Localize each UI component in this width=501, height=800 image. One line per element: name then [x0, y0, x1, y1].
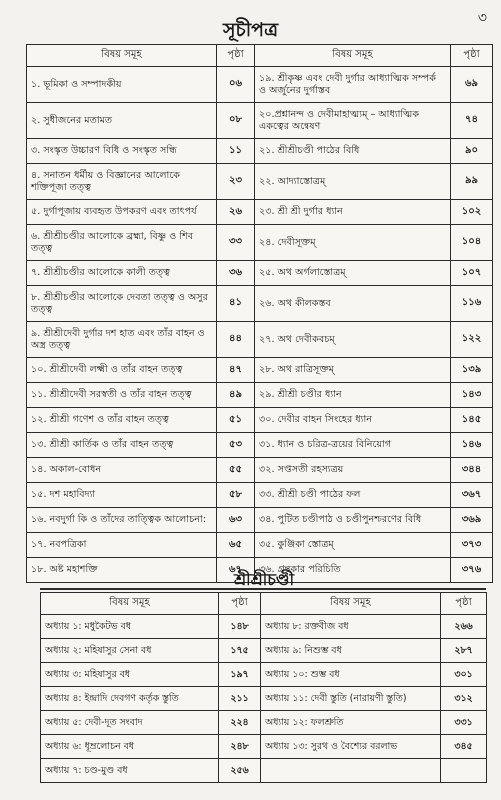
topic-cell: ৩৬. গ্রন্থকার পরিচিতি: [255, 558, 451, 583]
page-cell: ৫৮: [217, 483, 255, 508]
page-cell: ২৮৭: [441, 639, 487, 663]
table-row: [41, 663, 487, 687]
page-cell: ৫৩: [217, 433, 255, 458]
topic-cell: ২৩. শ্রী শ্রী দুর্গার ধ্যান: [255, 200, 451, 225]
column-header-page: পৃষ্ঠা: [441, 593, 487, 615]
topic-cell: অধ্যায় ৪: ইন্দ্রাদি দেবগণ কর্তৃক স্তুতি: [41, 687, 219, 711]
page-cell: ৬৭: [217, 558, 255, 583]
table-row: [41, 759, 487, 783]
topic-cell: ২৯. শ্রীশ্রী চণ্ডীর ধ্যান: [255, 383, 451, 408]
page-cell: ১৪৩: [451, 383, 493, 408]
page-cell: ১১: [217, 139, 255, 164]
page-cell: ১২২: [451, 322, 493, 358]
column-header-page: পৃষ্ঠা: [219, 593, 261, 615]
chandi-section-title: শ্রীশ্রীচণ্ডী: [233, 570, 295, 589]
topic-cell: অধ্যায় ১২: ফলশ্রুতি: [261, 711, 441, 735]
topic-cell: ৭. শ্রীশ্রীচণ্ডীর আলোকে কালী তত্ত্ব: [27, 261, 217, 286]
table-row: [41, 615, 487, 639]
column-header-topics: বিষয় সমূহ: [41, 593, 219, 615]
topic-cell: অধ্যায় ৬: ধূম্রলোচন বধ: [41, 735, 219, 759]
page-cell: ১৪৮: [219, 615, 261, 639]
topic-cell: ৬. শ্রীশ্রীচণ্ডীর আলোকে ব্রহ্মা, বিষ্ণু ও শিব তত্ত্ব: [27, 225, 217, 261]
topic-cell: অধ্যায় ৫: দেবী-দূত সংবাদ: [41, 711, 219, 735]
table-header-row: [41, 593, 487, 615]
column-header-page: পৃষ্ঠা: [451, 45, 493, 67]
page-number: ৩: [477, 10, 487, 26]
topic-cell: অধ্যায় ১০: শুম্ভ বধ: [261, 663, 441, 687]
table-row: [27, 286, 493, 322]
page-cell: ১৩৯: [451, 358, 493, 383]
page-cell: ৭৪: [451, 103, 493, 139]
topic-cell: ২১. শ্রীশ্রীচণ্ডী পাঠের বিধি: [255, 139, 451, 164]
topic-cell: ২. সুধীজনের মতামত: [27, 103, 217, 139]
topic-cell: অধ্যায় ৯: নিশুম্ভ বধ: [261, 639, 441, 663]
column-header-page: পৃষ্ঠা: [217, 45, 255, 67]
table-row: [27, 322, 493, 358]
page-cell: ২৬৬: [441, 615, 487, 639]
contents-title: সূচীপত্র: [222, 19, 279, 41]
page-cell: ৪৪: [217, 322, 255, 358]
topic-cell: ২৫. অথ অর্গলাস্তোত্রম্: [255, 261, 451, 286]
topic-cell: ১৬. নবদুর্গা কি ও তাঁদের তাত্ত্বিক আলোচনা:: [27, 508, 217, 533]
table-row: [27, 67, 493, 103]
page-cell: ২২৪: [219, 711, 261, 735]
table-row: [41, 687, 487, 711]
topic-cell: ২৮. অথ রাত্রিসূক্তম্: [255, 358, 451, 383]
contents-table: [26, 44, 493, 583]
table-row: [27, 225, 493, 261]
topic-cell: ৩৪. পুটিত চণ্ডীপাঠ ও চণ্ডীপুনশ্চরণের বিধি: [255, 508, 451, 533]
table-row: [27, 508, 493, 533]
topic-cell: ১২. শ্রীশ্রী গণেশ ও তাঁর বাহন তত্ত্ব: [27, 408, 217, 433]
table-row: [41, 639, 487, 663]
topic-cell: ১৪. অকাল-বোধন: [27, 458, 217, 483]
page-cell: ৯৯: [451, 164, 493, 200]
topic-cell: অধ্যায় ৮: রক্তবীজ বধ: [261, 615, 441, 639]
column-header-topics: বিষয় সমূহ: [255, 45, 451, 67]
page-cell: ৪১: [217, 286, 255, 322]
column-header-topics: বিষয় সমূহ: [261, 593, 441, 615]
page-cell: ৩৬: [217, 261, 255, 286]
topic-cell: ৩০. দেবীর বাহন সিংহের ধ্যান: [255, 408, 451, 433]
page-cell: ১১৬: [451, 286, 493, 322]
table-row: [27, 358, 493, 383]
page-cell: ১০৪: [451, 225, 493, 261]
topic-cell: ৯. শ্রীশ্রীদেবী দুর্গার দশ হাত এবং তাঁর বাহন ও অস্ত্র তত্ত্ব: [27, 322, 217, 358]
topic-cell: ১৮. অষ্ট মহাশক্তি: [27, 558, 217, 583]
page-cell: ১০৭: [451, 261, 493, 286]
page-cell: ৩৭৩: [451, 533, 493, 558]
topic-cell: ১৯. শ্রীকৃষ্ণ এবং দেবী দুর্গার আধ্যাত্মিক সম্পর্ক ও অর্জুনের দুর্গাস্তব: [255, 67, 451, 103]
page-cell: ৪৭: [217, 358, 255, 383]
topic-cell: অধ্যায় ৭: চণ্ড-মুণ্ড বধ: [41, 759, 219, 783]
page-cell: ৩৬৭: [451, 483, 493, 508]
topic-cell: ২৪. দেবীসূক্তম্: [255, 225, 451, 261]
page-cell: ৩১২: [441, 687, 487, 711]
page-cell: ১৭৫: [219, 639, 261, 663]
page-cell: ০৬: [217, 67, 255, 103]
topic-cell: ১. ভূমিকা ও সম্পাদকীয়: [27, 67, 217, 103]
topic-cell: অধ্যায় ৩: মহিষাসুর বধ: [41, 663, 219, 687]
page-cell: ৩০১: [441, 663, 487, 687]
page-cell: ২৩: [217, 164, 255, 200]
topic-cell: ২২. আদ্যাস্তোত্রম্: [255, 164, 451, 200]
page-cell: ৩৪৫: [441, 735, 487, 759]
table-row: [27, 103, 493, 139]
topic-cell: ৩৫. কুঞ্জিকা স্তোত্রম্: [255, 533, 451, 558]
page-cell: ৬৩: [217, 508, 255, 533]
page-cell: ৫৫: [217, 458, 255, 483]
topic-cell: ২০.প্রশ্নানন্দ ও দেবীমাহাত্ম্যম্ – আধ্যাত্মিক একত্বের অন্বেষণ: [255, 103, 451, 139]
page-cell: ৫১: [217, 408, 255, 433]
table-row: [27, 200, 493, 225]
page-cell: ১০২: [451, 200, 493, 225]
table-row: [27, 139, 493, 164]
page-cell: ১৪৬: [451, 433, 493, 458]
page-cell: ৩৪৪: [451, 458, 493, 483]
topic-cell: ১৫. দশ মহাবিদ্যা: [27, 483, 217, 508]
page-cell: ৩৩১: [441, 711, 487, 735]
page-cell: ৪৯: [217, 383, 255, 408]
topic-cell: ৫. দুর্গাপূজায় ব্যবহৃত উপকরণ এবং তাৎপর্য: [27, 200, 217, 225]
table-row: [27, 483, 493, 508]
section-divider: [40, 588, 486, 590]
page-cell: ১৯৭: [219, 663, 261, 687]
table-row: [27, 383, 493, 408]
topic-cell: ৮. শ্রীশ্রীচণ্ডীর আলোকে দেবতা তত্ত্ব ও অসুর তত্ত্ব: [27, 286, 217, 322]
page-cell: ১৪৫: [451, 408, 493, 433]
page-cell: ৩৬৯: [451, 508, 493, 533]
topic-cell: অধ্যায় ১১: দেবী স্তুতি (নারায়ণী স্তুতি): [261, 687, 441, 711]
topic-cell: ৪. সনাতন ধর্মীয় ও বিজ্ঞানের আলোকে শক্তিপূজা তত্ত্ব: [27, 164, 217, 200]
chandi-chapters-table: [40, 592, 487, 783]
topic-cell: ৩. সংস্কৃত উচ্চারণ বিধি ও সংস্কৃত সন্ধি: [27, 139, 217, 164]
table-row: [27, 433, 493, 458]
table-row: [41, 711, 487, 735]
table-row: [27, 261, 493, 286]
page-cell: ০৮: [217, 103, 255, 139]
topic-cell: [261, 759, 441, 783]
page-cell: ৬৯: [451, 67, 493, 103]
topic-cell: ১৩. শ্রীশ্রী কার্তিক ও তাঁর বাহন তত্ত্ব: [27, 433, 217, 458]
topic-cell: ৩১. ধ্যান ও চরিত্র-ত্রয়ের বিনিয়োগ: [255, 433, 451, 458]
table-row: [27, 458, 493, 483]
topic-cell: অধ্যায় ১: মধুকৈটভ বধ: [41, 615, 219, 639]
topic-cell: অধ্যায় ২: মহিষাসুর সেনা বধ: [41, 639, 219, 663]
topic-cell: ১১. শ্রীশ্রীদেবী সরস্বতী ও তাঁর বাহন তত্ত্ব: [27, 383, 217, 408]
table-header-row: [27, 45, 493, 67]
page-cell: ২৫৬: [219, 759, 261, 783]
page-cell: ২৬: [217, 200, 255, 225]
column-header-topics: বিষয় সমূহ: [27, 45, 217, 67]
table-row: [27, 164, 493, 200]
page-cell: ২১১: [219, 687, 261, 711]
table-row: [41, 735, 487, 759]
page-cell: ৩৭৬: [451, 558, 493, 583]
topic-cell: ৩২. সপ্তসতী রহস্যত্রয়: [255, 458, 451, 483]
page-cell: ২৪৮: [219, 735, 261, 759]
table-row: [27, 408, 493, 433]
topic-cell: ২৭. অথ দেবীকবচম্: [255, 322, 451, 358]
topic-cell: ২৬. অথ কীলকস্তব: [255, 286, 451, 322]
page-cell: ৩৩: [217, 225, 255, 261]
page-cell: [441, 759, 487, 783]
page-cell: ৯০: [451, 139, 493, 164]
topic-cell: ১০. শ্রীশ্রীদেবী লক্ষ্মী ও তাঁর বাহন তত্ত্ব: [27, 358, 217, 383]
topic-cell: ৩৩. শ্রীশ্রী চণ্ডী পাঠের ফল: [255, 483, 451, 508]
table-row: [27, 533, 493, 558]
topic-cell: ১৭. নবপত্রিকা: [27, 533, 217, 558]
page-cell: ৬৫: [217, 533, 255, 558]
topic-cell: অধ্যায় ১৩: সুরথ ও বৈশ্যের বরলাভ: [261, 735, 441, 759]
